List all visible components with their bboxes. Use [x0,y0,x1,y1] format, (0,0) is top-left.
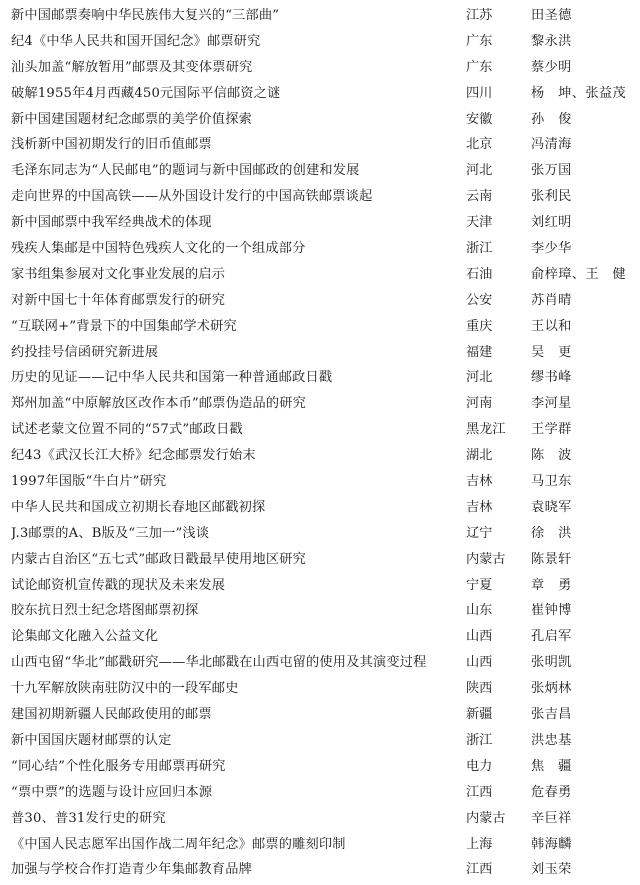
province-name: 四川 [466,85,493,101]
author-name: 苏肖晴 [531,292,572,308]
author-name: 马卫东 [531,474,572,490]
author-name: 杨 坤、张益茂 [531,85,627,101]
province-name: 上海 [466,836,493,852]
province-name: 陕西 [466,681,493,697]
author-name: 陈 波 [531,448,572,464]
list-item [0,806,640,832]
paper-title: 中华人民共和国成立初期长春地区邮戳初探 [11,499,266,515]
province-name: 北京 [466,137,493,153]
list-item [0,288,640,314]
paper-title: “同心结”个性化服务专用邮票再研究 [11,758,226,774]
province-name: 浙江 [466,241,493,257]
province-name: 江西 [466,862,493,878]
paper-title: 新中国邮票中我军经典战术的体现 [11,215,212,231]
author-name: 辛巨祥 [531,810,572,826]
paper-title: 家书组集参展对文化事业发展的启示 [11,266,226,282]
author-name: 刘玉荣 [531,862,572,878]
province-name: 山西 [466,655,493,671]
list-item [0,598,640,624]
province-name: 河北 [466,163,493,179]
paper-title: 纪4《中华人民共和国开国纪念》邮票研究 [11,33,261,49]
list-item [0,650,640,676]
paper-title: J.3邮票的A、B版及“三加一”浅谈 [11,525,210,541]
author-name: 王学群 [531,422,572,438]
paper-title: 1997年国版“牛白片”研究 [11,474,167,490]
province-name: 内蒙古 [466,551,506,567]
province-name: 福建 [466,344,493,360]
province-name: 吉林 [466,474,493,490]
paper-title: 胶东抗日烈士纪念塔图邮票初探 [11,603,199,619]
province-name: 江苏 [466,8,493,23]
province-name: 天津 [466,215,493,231]
province-name: 浙江 [466,732,493,748]
author-name: 焦 疆 [531,758,572,774]
list-item [0,132,640,158]
list-item [0,158,640,184]
paper-title: 山西屯留“华北”邮戳研究——华北邮戳在山西屯留的使用及其演变过程 [11,655,427,671]
province-name: 石油 [466,266,493,282]
author-name: 蔡少明 [531,59,572,75]
paper-title: 汕头加盖“解放暂用”邮票及其变体票研究 [11,59,253,75]
paper-title: 试述老蒙文位置不同的“57式”邮政日戳 [11,422,243,438]
list-item [0,547,640,573]
author-name: 孙 俊 [531,111,572,127]
author-name: 刘红明 [531,215,572,231]
paper-title: 历史的见证——记中华人民共和国第一种普通邮政日戳 [11,370,333,386]
paper-title: 内蒙古自治区“五七式”邮政日戳最早使用地区研究 [11,551,307,567]
list-item [0,3,640,29]
list-item [0,832,640,858]
paper-title: 破解1955年4月西藏450元国际平信邮资之谜 [11,85,281,101]
province-name: 吉林 [466,499,493,515]
paper-title: 约投挂号信函研究新进展 [11,344,159,360]
list-item [0,857,640,883]
paper-title: 《中国人民志愿军出国作战二周年纪念》邮票的雕刻印制 [11,836,346,852]
author-name: 李河星 [531,396,572,412]
list-item [0,624,640,650]
author-name: 孔启军 [531,629,572,645]
province-name: 辽宁 [466,525,493,541]
author-name: 王以和 [531,318,572,334]
list-item [0,236,640,262]
province-name: 广东 [466,33,493,49]
province-name: 电力 [466,758,493,774]
paper-title: 新中国国庆题材邮票的认定 [11,732,172,748]
author-name: 洪忠基 [531,732,572,748]
list-item [0,469,640,495]
author-name: 田圣德 [531,8,572,23]
paper-title: 论集邮文化融入公益文化 [11,629,159,645]
paper-title: 新中国建国题材纪念邮票的美学价值探索 [11,111,252,127]
author-name: 黎永洪 [531,33,572,49]
list-item [0,521,640,547]
author-name: 陈景轩 [531,551,572,567]
paper-title: 建国初期新疆人民邮政使用的邮票 [11,707,212,723]
province-name: 公安 [466,292,493,308]
province-name: 宁夏 [466,577,493,593]
paper-title: 毛泽东同志为“人民邮电”的题词与新中国邮政的创建和发展 [11,163,360,179]
province-name: 河北 [466,370,493,386]
author-name: 张利民 [531,189,572,205]
list-item [0,262,640,288]
author-name: 李少华 [531,241,572,257]
author-name: 袁晓军 [531,499,572,515]
province-name: 云南 [466,189,493,205]
list-item [0,340,640,366]
province-name: 广东 [466,59,493,75]
list-item [0,107,640,133]
list-item [0,365,640,391]
list-item [0,55,640,81]
province-name: 河南 [466,396,493,412]
province-name: 安徽 [466,111,493,127]
author-name: 吴 更 [531,344,572,360]
author-name: 冯清海 [531,137,572,153]
list-item [0,495,640,521]
paper-title: 新中国邮票奏响中华民族伟大复兴的“三部曲” [11,8,280,23]
list-item [0,29,640,55]
province-name: 江西 [466,784,493,800]
province-name: 黑龙江 [466,422,506,438]
list-item [0,314,640,340]
paper-title: 纪43《武汉长江大桥》纪念邮票发行始末 [11,448,256,464]
author-name: 张万国 [531,163,572,179]
paper-title: 试论邮资机宣传戳的现状及未来发展 [11,577,226,593]
paper-title: 十九军解放陕南驻防汉中的一段军邮史 [11,681,239,697]
paper-title: 加强与学校合作打造青少年集邮教育品牌 [11,862,252,878]
list-item [0,754,640,780]
province-name: 重庆 [466,318,493,334]
list-item [0,443,640,469]
paper-title: “票中票”的选题与设计应回归本源 [11,784,213,800]
paper-title: 郑州加盖“中原解放区改作本币”邮票伪造品的研究 [11,396,307,412]
author-name: 张明凯 [531,655,572,671]
author-name: 崔钟博 [531,603,572,619]
list-item [0,417,640,443]
list-item [0,676,640,702]
list-item [0,184,640,210]
list-item [0,391,640,417]
list-item [0,573,640,599]
author-name: 危春勇 [531,784,572,800]
paper-title: “互联网+”背景下的中国集邮学术研究 [11,318,237,334]
province-name: 山东 [466,603,493,619]
province-name: 内蒙古 [466,810,506,826]
author-name: 俞梓璋、王 健 [531,266,627,282]
list-item [0,780,640,806]
paper-title: 普30、普31发行史的研究 [11,810,166,826]
paper-title: 对新中国七十年体育邮票发行的研究 [11,292,226,308]
list-item [0,702,640,728]
author-name: 章 勇 [531,577,572,593]
author-name: 张吉昌 [531,707,572,723]
author-name: 张炳林 [531,681,572,697]
province-name: 山西 [466,629,493,645]
list-item [0,210,640,236]
paper-title: 浅析新中国初期发行的旧币值邮票 [11,137,212,153]
author-name: 缪书峰 [531,370,572,386]
paper-title: 走向世界的中国高铁——从外国设计发行的中国高铁邮票谈起 [11,189,373,205]
list-item [0,81,640,107]
list-item [0,728,640,754]
author-name: 徐 洪 [531,525,572,541]
paper-title: 残疾人集邮是中国特色残疾人文化的一个组成部分 [11,241,306,257]
province-name: 湖北 [466,448,493,464]
author-name: 韩海麟 [531,836,572,852]
province-name: 新疆 [466,707,493,723]
